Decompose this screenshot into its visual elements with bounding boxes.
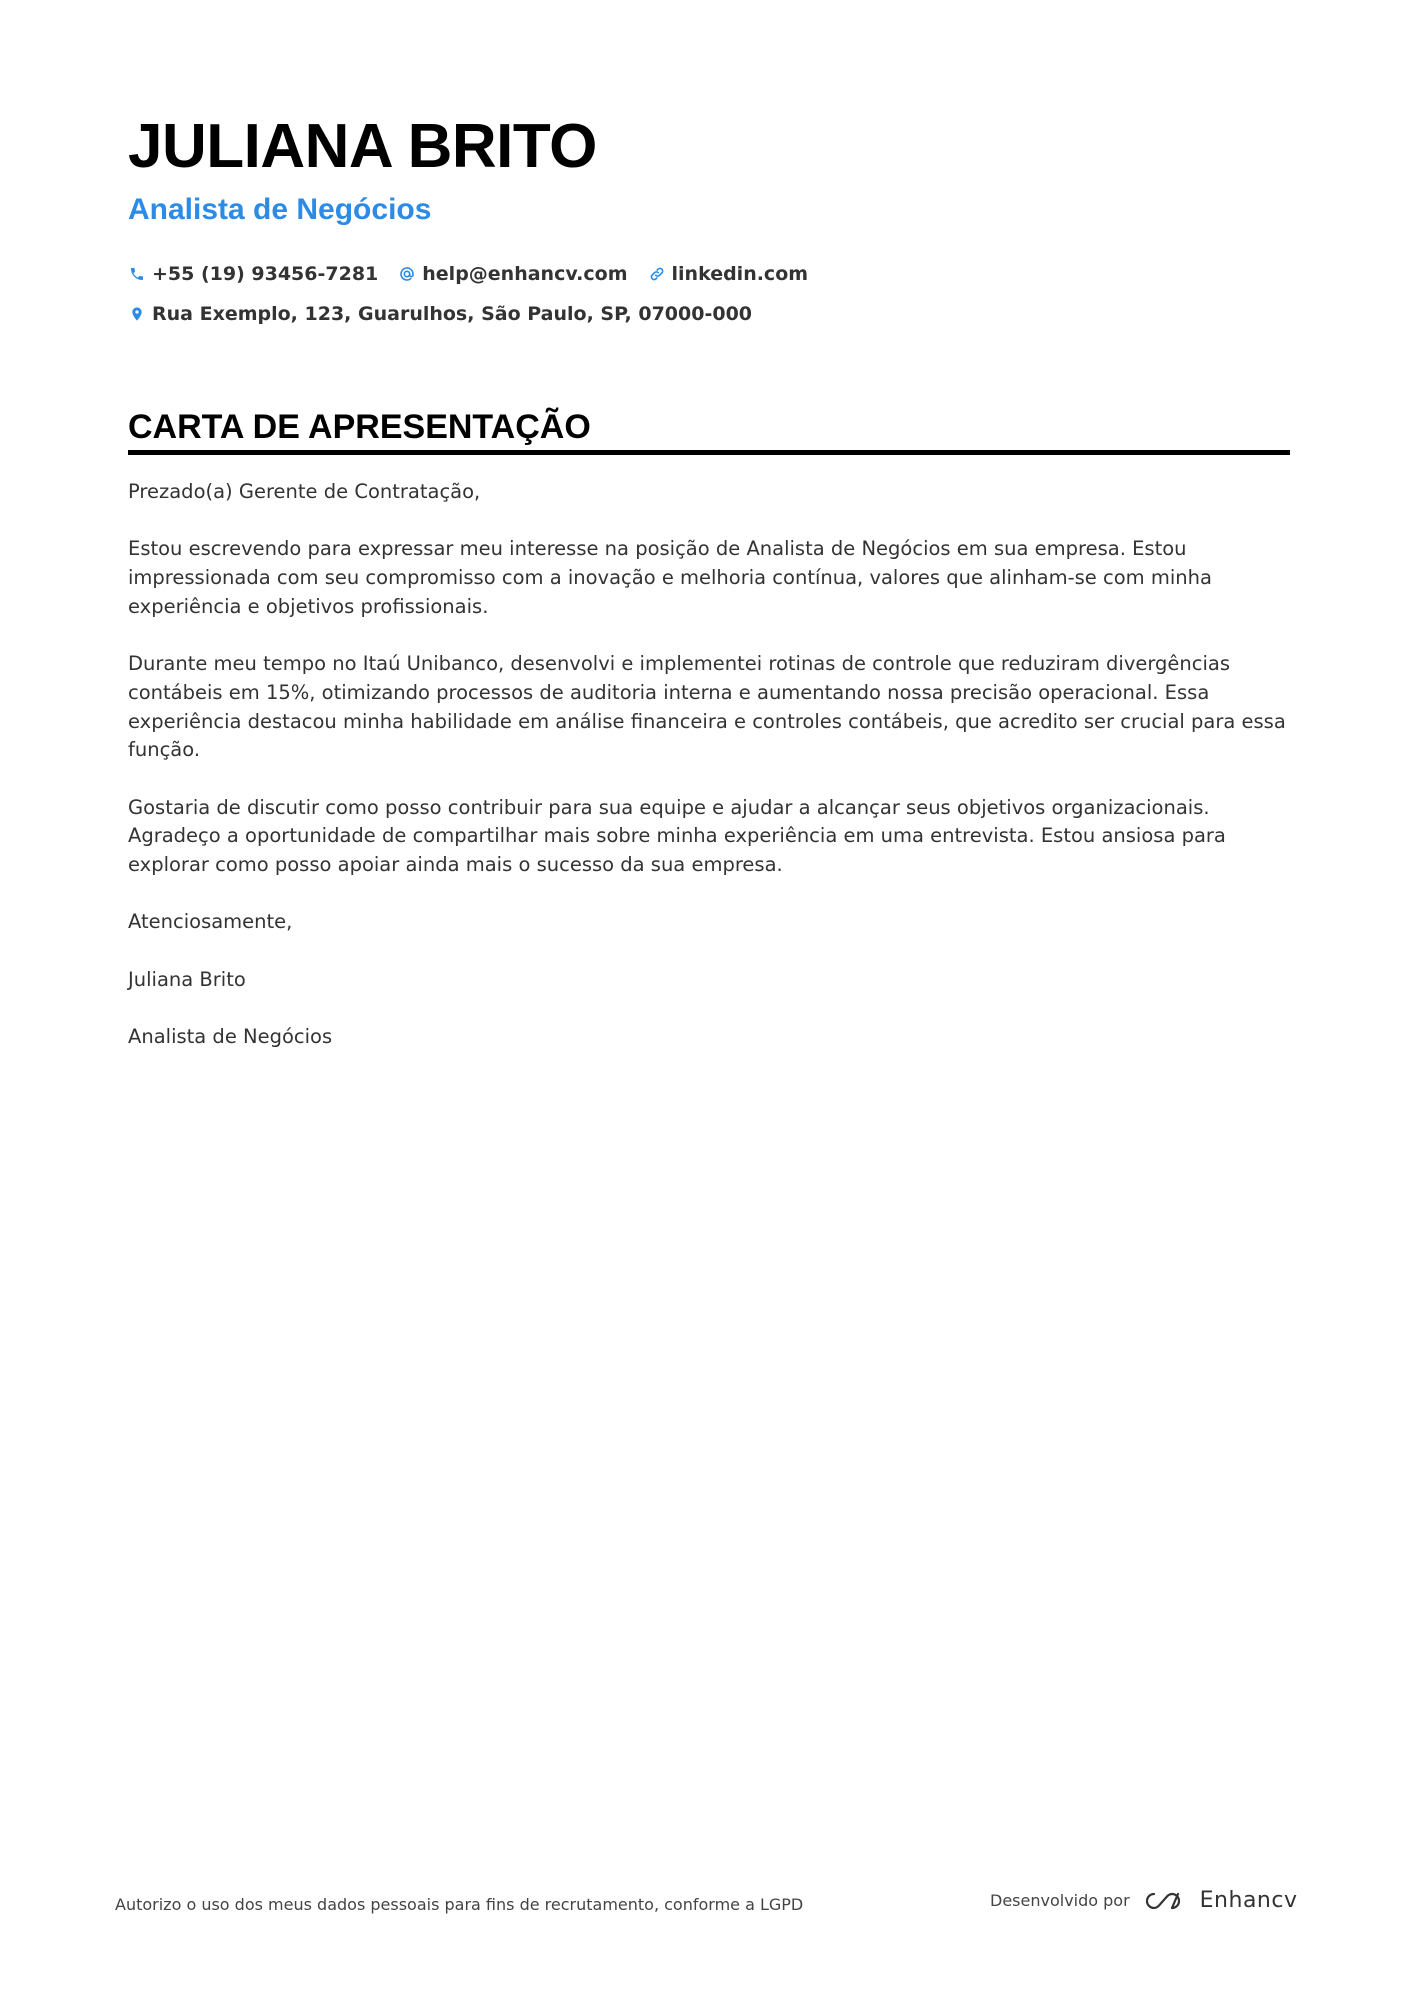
brand-name: Enhancv bbox=[1199, 1888, 1298, 1913]
letter-paragraph: Gostaria de discutir como posso contribuir para sua equipe e ajudar a alcançar seus objetivos organizacionais. Agradeço a oportunidade de compartilhar mais sobre minha experiência em uma entrevista. Estou ansiosa para explorar como posso apoiar ainda mais o sucesso da sua empresa. bbox=[128, 795, 1226, 877]
letter-paragraph: Durante meu tempo no Itaú Unibanco, desenvolvi e implementei rotinas de controle que reduziram divergências contábeis em 15%, otimizando processos de auditoria interna e aumentando nossa precisão operacional. Essa experiência destacou minha habilidade em análise financeira e controles contábeis, que acredito ser crucial para essa função. bbox=[128, 652, 1286, 762]
phone-icon bbox=[128, 265, 146, 283]
letter-paragraph: Estou escrevendo para expressar meu interesse na posição de Analista de Negócios em sua empresa. Estou impressionada com seu compromisso com a inovação e melhoria contínua, valores que alinham-se com minha experiência e objetivos profissionais. bbox=[128, 537, 1212, 618]
at-icon bbox=[398, 265, 416, 283]
enhancv-logo-icon bbox=[1142, 1889, 1188, 1913]
email-text[interactable]: help@enhancv.com bbox=[422, 263, 628, 285]
header bbox=[128, 110, 1288, 334]
footer-brand[interactable] bbox=[990, 1888, 1297, 1913]
signature-name: Juliana Brito bbox=[128, 967, 246, 991]
powered-by-label: Desenvolvido por bbox=[990, 1891, 1130, 1910]
section-cover-letter bbox=[128, 404, 1290, 455]
contact-address bbox=[128, 294, 752, 334]
consent-note: Autorizo o uso dos meus dados pessoais para fins de recrutamento, conforme a LGPD bbox=[115, 1895, 804, 1914]
section-divider bbox=[128, 450, 1290, 455]
contact-list bbox=[128, 254, 948, 334]
letter-greeting: Prezado(a) Gerente de Contratação, bbox=[128, 480, 481, 503]
contact-phone bbox=[128, 254, 378, 294]
link-icon bbox=[648, 265, 666, 283]
contact-link[interactable] bbox=[648, 254, 809, 294]
section-title: CARTA DE APRESENTAÇÃO bbox=[128, 408, 591, 446]
link-text[interactable]: linkedin.com bbox=[671, 263, 809, 285]
candidate-name: JULIANA BRITO bbox=[128, 112, 597, 181]
letter-closing: Atenciosamente, bbox=[128, 910, 293, 934]
phone-text: +55 (19) 93456-7281 bbox=[152, 263, 379, 285]
contact-email[interactable] bbox=[398, 254, 627, 294]
candidate-role: Analista de Negócios bbox=[128, 193, 432, 226]
signature-role: Analista de Negócios bbox=[128, 1025, 333, 1049]
address-text: Rua Exemplo, 123, Guarulhos, São Paulo, SP, 07000-000 bbox=[152, 303, 753, 325]
letter-body bbox=[128, 478, 1290, 1081]
location-pin-icon bbox=[128, 305, 146, 323]
